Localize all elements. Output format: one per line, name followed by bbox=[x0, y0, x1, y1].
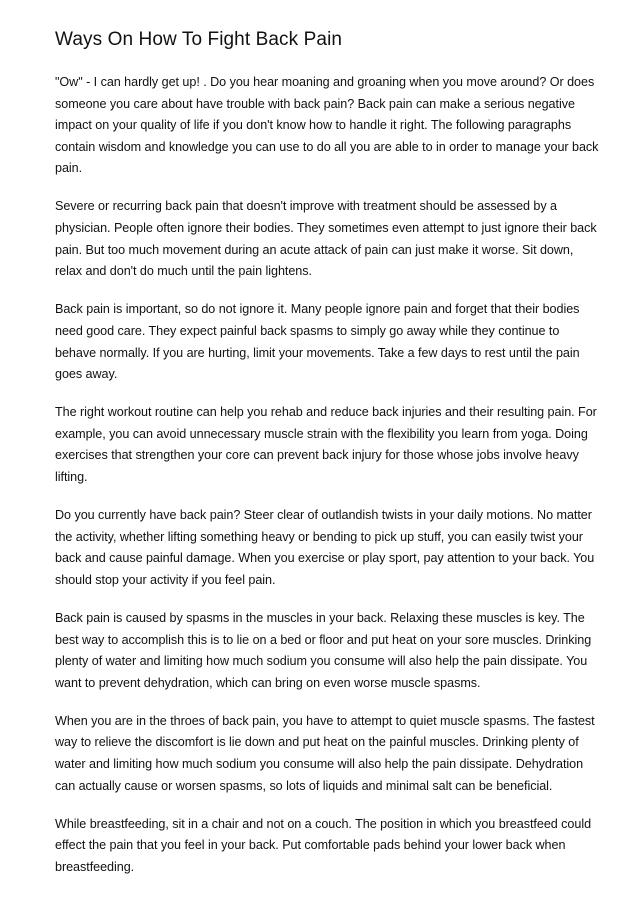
paragraph-workout: The right workout routine can help you rehab and reduce back injuries and their resulting pain. For example, you can avoid unnecessary muscle strain with the flexibility you learn from yoga. Doing exercises that strengthen your core can prevent back injury for those whose jobs involve heavy lifting. bbox=[55, 405, 597, 484]
paragraph-throes: When you are in the throes of back pain, you have to attempt to quiet muscle spasms. The fastest way to relieve the discomfort is lie down and put heat on the painful muscles. Drinking plenty of water and limiting how much sodium you consume will also help the pain dissipate. Dehydration can actually cause or worsen spasms, so lots of liquids and minimal salt can be beneficial. bbox=[55, 713, 595, 793]
paragraph-spasms: Back pain is caused by spasms in the muscles in your back. Relaxing these muscles is key. The best way to accomplish this is to lie on a bed or floor and put heat on your sore muscles. Drinking plenty of water and limiting how much sodium you consume will also help the pain dissipate. You want to prevent dehydration, which can bring on even worse muscle spasms. bbox=[55, 610, 592, 690]
paragraph-intro: "Ow" - I can hardly get up! . Do you hear moaning and groaning when you move around? Or does someone you care about have trouble with back pain? Back pain can make a serious negative impact on your quality of life if you don't know how to handle it right. The following paragraphs contain wisdom and knowledge you can use to do all you are able to in order to manage your back pain. bbox=[55, 75, 599, 176]
paragraph-dont-ignore: Back pain is important, so do not ignore it. Many people ignore pain and forget that their bodies need good care. They expect painful back spasms to simply go away while they continue to behave normally. If you are hurting, limit your movements. Take a few days to rest until the pain goes away. bbox=[55, 302, 580, 382]
paragraph-breastfeeding: While breastfeeding, sit in a chair and not on a couch. The position in which you breastfeed could effect the pain that you feel in your back. Put comfortable pads behind your lower back when breastfeeding. bbox=[55, 816, 592, 874]
paragraph-twists: Do you currently have back pain? Steer clear of outlandish twists in your daily motions. No matter the activity, whether lifting something heavy or bending to pick up stuff, you can easily twist your back and cause painful damage. When you exercise or play sport, pay attention to your back. You should stop your activity if you feel pain. bbox=[55, 508, 595, 587]
page-title: Ways On How To Fight Back Pain bbox=[55, 29, 343, 50]
paragraph-severe-pain: Severe or recurring back pain that doesn't improve with treatment should be assessed by a physician. People often ignore their bodies. They sometimes even attempt to just ignore their back pain. But too much movement during an acute attack of pain can just make it worse. Sit down, relax and don't do much until the pain lightens. bbox=[55, 199, 597, 279]
